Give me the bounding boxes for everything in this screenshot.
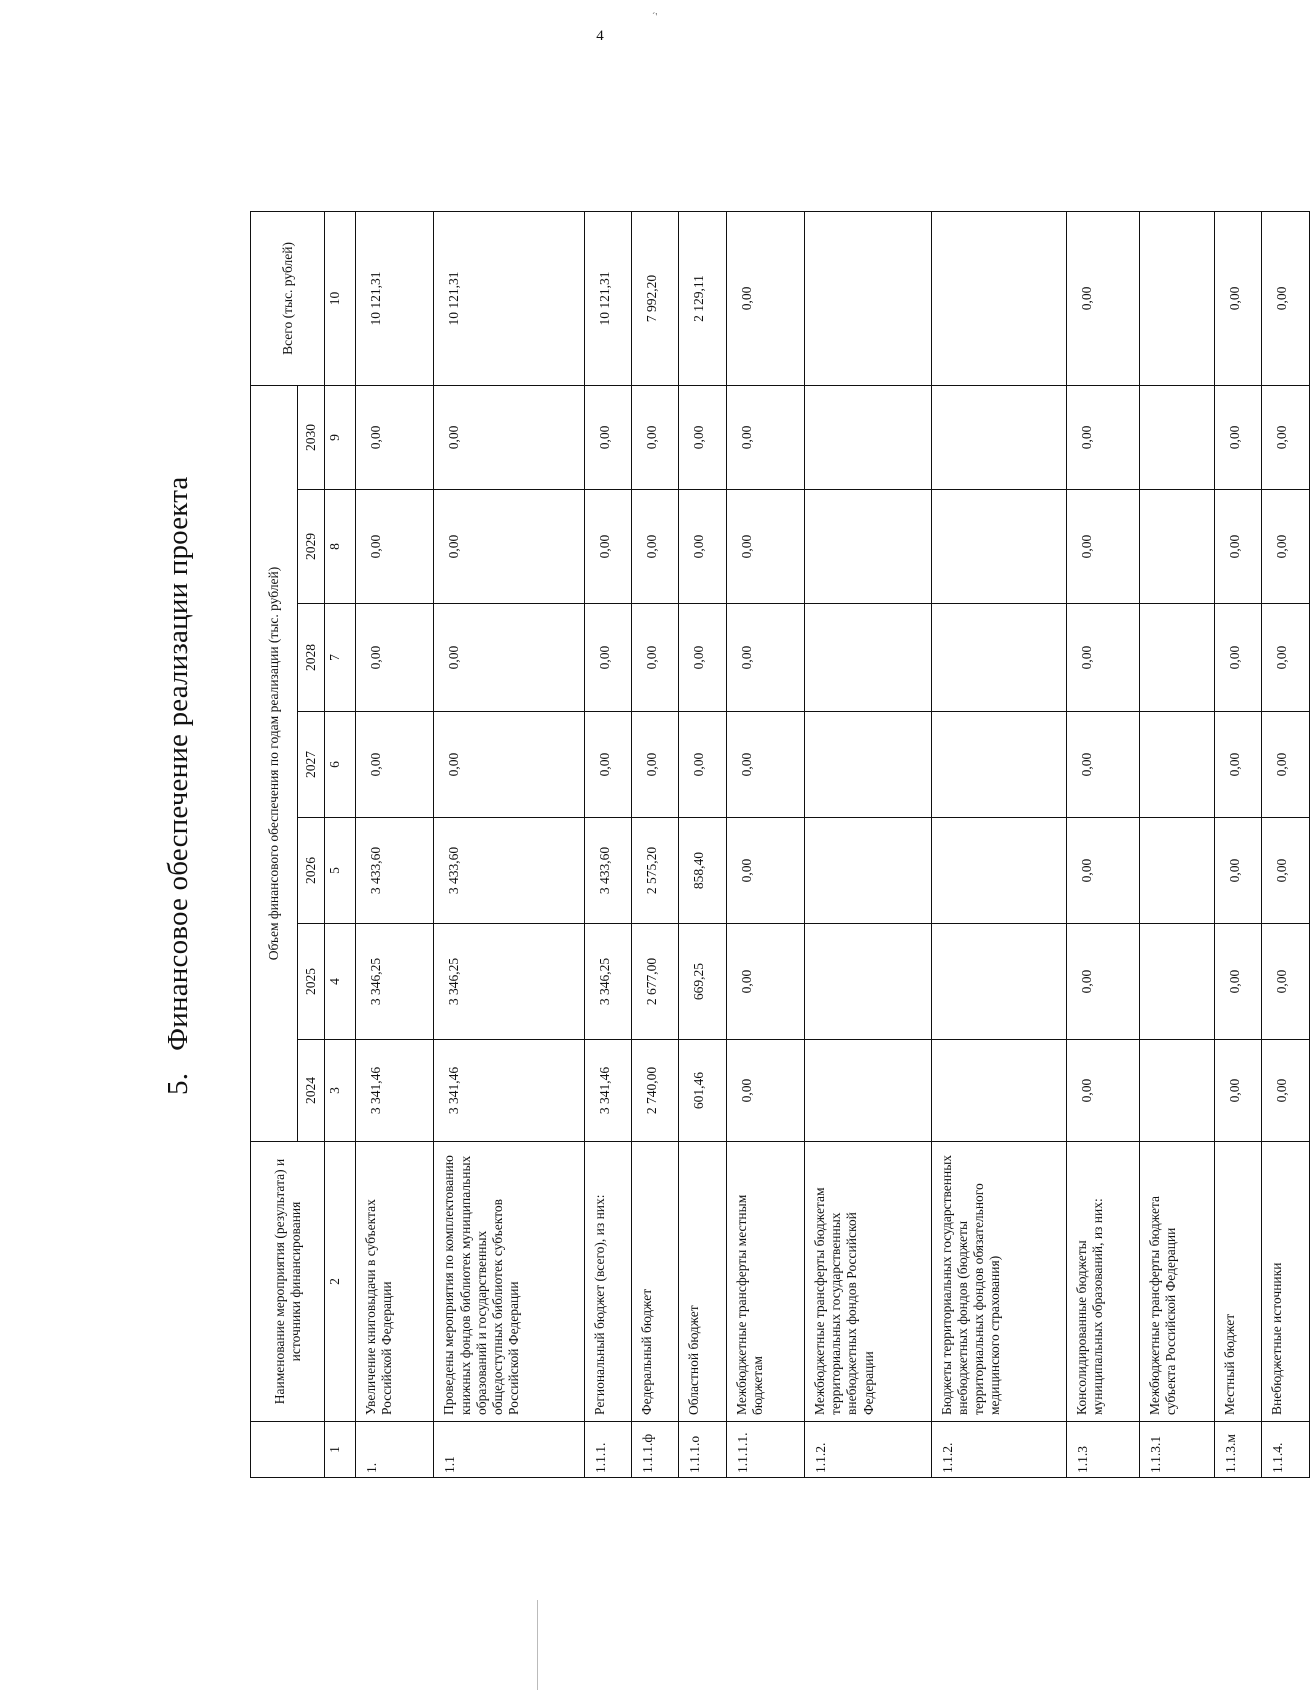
year-value: 0,00 xyxy=(1214,490,1261,604)
header-year: 2027 xyxy=(298,712,325,818)
year-value xyxy=(805,712,932,818)
header-year: 2025 xyxy=(298,924,325,1040)
year-value xyxy=(805,1040,932,1142)
header-index-cell xyxy=(251,1422,325,1478)
year-value xyxy=(931,818,1067,924)
header-total: Всего (тыс. рублей) xyxy=(251,211,325,385)
column-number: 4 xyxy=(325,924,356,1040)
row-index: 1.1.3.1 xyxy=(1139,1422,1214,1478)
total-value xyxy=(931,211,1067,385)
year-value: 0,00 xyxy=(1214,385,1261,489)
table-row xyxy=(1214,211,1261,1477)
year-value: 0,00 xyxy=(726,712,804,818)
column-number: 10 xyxy=(325,211,356,385)
year-value: 0,00 xyxy=(678,712,726,818)
table-row xyxy=(805,211,932,1477)
year-value: 858,40 xyxy=(678,818,726,924)
year-value: 3 433,60 xyxy=(585,818,632,924)
row-name: Межбюджетные трансферты бюджетам территориальных государственных внебюджетных фондов Российской Федерации xyxy=(805,1142,932,1422)
year-value xyxy=(1139,712,1214,818)
row-index: 1.1.1. xyxy=(585,1422,632,1478)
total-value: 0,00 xyxy=(726,211,804,385)
total-value: 10 121,31 xyxy=(356,211,434,385)
year-value: 3 346,25 xyxy=(434,924,585,1040)
year-value: 0,00 xyxy=(434,490,585,604)
row-name: Межбюджетные трансферты местным бюджетам xyxy=(726,1142,804,1422)
year-value xyxy=(805,924,932,1040)
year-value: 3 341,46 xyxy=(434,1040,585,1142)
table-row xyxy=(434,211,585,1477)
header-year: 2029 xyxy=(298,490,325,604)
year-value xyxy=(1139,490,1214,604)
row-name: Увеличение книговыдачи в субъектах Российской Федерации xyxy=(356,1142,434,1422)
column-number: 7 xyxy=(325,604,356,712)
year-value xyxy=(931,1040,1067,1142)
row-name: Федеральный бюджет xyxy=(631,1142,678,1422)
table-row xyxy=(1261,211,1309,1477)
year-value: 2 677,00 xyxy=(631,924,678,1040)
column-number: 9 xyxy=(325,385,356,489)
year-value: 0,00 xyxy=(434,604,585,712)
year-value: 0,00 xyxy=(1214,604,1261,712)
header-name: Наименование мероприятия (результата) и источники финансирования xyxy=(251,1142,325,1422)
year-value: 3 341,46 xyxy=(356,1040,434,1142)
table-row xyxy=(631,211,678,1477)
header-year: 2026 xyxy=(298,818,325,924)
year-value: 0,00 xyxy=(1261,604,1309,712)
column-number: 5 xyxy=(325,818,356,924)
total-value: 10 121,31 xyxy=(585,211,632,385)
row-index: 1.1.3.м xyxy=(1214,1422,1261,1478)
year-value: 0,00 xyxy=(585,712,632,818)
year-value: 0,00 xyxy=(631,490,678,604)
year-value: 2 740,00 xyxy=(631,1040,678,1142)
year-value: 0,00 xyxy=(678,604,726,712)
row-index: 1. xyxy=(356,1422,434,1478)
section-heading xyxy=(162,477,195,1096)
row-index: 1.1.1.о xyxy=(678,1422,726,1478)
year-value: 0,00 xyxy=(1214,924,1261,1040)
row-index: 1.1.2. xyxy=(805,1422,932,1478)
row-index: 1.1.4. xyxy=(1261,1422,1309,1478)
header-year: 2028 xyxy=(298,604,325,712)
table-row xyxy=(585,211,632,1477)
year-value: 0,00 xyxy=(356,385,434,489)
row-index: 1.1.3 xyxy=(1067,1422,1139,1478)
year-value: 0,00 xyxy=(631,385,678,489)
column-number: 1 xyxy=(325,1422,356,1478)
column-number: 6 xyxy=(325,712,356,818)
year-value: 0,00 xyxy=(1261,1040,1309,1142)
year-value: 0,00 xyxy=(1261,490,1309,604)
scan-mark: ˊ' xyxy=(652,12,658,23)
year-value xyxy=(931,490,1067,604)
year-value xyxy=(1139,924,1214,1040)
year-value xyxy=(931,712,1067,818)
year-value: 0,00 xyxy=(1261,385,1309,489)
header-year: 2030 xyxy=(298,385,325,489)
year-value: 3 341,46 xyxy=(585,1040,632,1142)
row-name: Внебюджетные источники xyxy=(1261,1142,1309,1422)
year-value: 3 433,60 xyxy=(356,818,434,924)
year-value xyxy=(931,385,1067,489)
total-value: 2 129,11 xyxy=(678,211,726,385)
year-value xyxy=(805,818,932,924)
total-value: 0,00 xyxy=(1067,211,1139,385)
row-name: Межбюджетные трансферты бюджета субъекта Российской Федерации xyxy=(1139,1142,1214,1422)
row-index: 1.1.2. xyxy=(931,1422,1067,1478)
total-value xyxy=(805,211,932,385)
row-name: Проведены мероприятия по комплектованию книжных фондов библиотек муниципальных образований и государственных общедоступных библиотек субъектов Российской Федерации xyxy=(434,1142,585,1422)
year-value: 0,00 xyxy=(356,604,434,712)
year-value xyxy=(805,490,932,604)
year-value: 0,00 xyxy=(434,712,585,818)
year-value: 669,25 xyxy=(678,924,726,1040)
row-name: Региональный бюджет (всего), из них: xyxy=(585,1142,632,1422)
year-value: 0,00 xyxy=(1214,1040,1261,1142)
year-value: 0,00 xyxy=(356,490,434,604)
year-value: 0,00 xyxy=(1067,818,1139,924)
year-value: 0,00 xyxy=(1214,712,1261,818)
year-value: 0,00 xyxy=(1261,818,1309,924)
year-value: 0,00 xyxy=(726,924,804,1040)
year-value xyxy=(1139,1040,1214,1142)
year-value: 0,00 xyxy=(726,490,804,604)
year-value: 0,00 xyxy=(585,385,632,489)
section-title: Финансовое обеспечение реализации проекта xyxy=(162,476,194,1051)
year-value xyxy=(805,385,932,489)
year-value xyxy=(931,924,1067,1040)
total-value xyxy=(1139,211,1214,385)
year-value: 3 346,25 xyxy=(585,924,632,1040)
year-value: 0,00 xyxy=(434,385,585,489)
year-value xyxy=(931,604,1067,712)
row-index: 1.1 xyxy=(434,1422,585,1478)
table-row xyxy=(1067,211,1139,1477)
row-index: 1.1.1.ф xyxy=(631,1422,678,1478)
page-number: 4 xyxy=(596,28,604,44)
total-value: 0,00 xyxy=(1214,211,1261,385)
financing-table xyxy=(250,211,1310,1478)
total-value: 10 121,31 xyxy=(434,211,585,385)
table-row xyxy=(1139,211,1214,1477)
row-index: 1.1.1.1. xyxy=(726,1422,804,1478)
year-value: 0,00 xyxy=(1067,604,1139,712)
year-value: 0,00 xyxy=(726,385,804,489)
table-row xyxy=(726,211,804,1477)
year-value: 0,00 xyxy=(1261,924,1309,1040)
year-value: 0,00 xyxy=(1067,385,1139,489)
year-value: 3 433,60 xyxy=(434,818,585,924)
year-value: 0,00 xyxy=(631,712,678,818)
year-value: 601,46 xyxy=(678,1040,726,1142)
year-value: 0,00 xyxy=(585,490,632,604)
year-value: 0,00 xyxy=(1261,712,1309,818)
year-value: 3 346,25 xyxy=(356,924,434,1040)
year-value: 0,00 xyxy=(356,712,434,818)
year-value: 2 575,20 xyxy=(631,818,678,924)
year-value xyxy=(1139,818,1214,924)
year-value: 0,00 xyxy=(631,604,678,712)
column-number: 2 xyxy=(325,1142,356,1422)
table-row xyxy=(931,211,1067,1477)
year-value: 0,00 xyxy=(1067,1040,1139,1142)
column-number: 8 xyxy=(325,490,356,604)
row-name: Бюджеты территориальных государственных внебюджетных фондов (бюджеты территориальных фондов обязательного медицинского страхования) xyxy=(931,1142,1067,1422)
year-value: 0,00 xyxy=(678,490,726,604)
header-year: 2024 xyxy=(298,1040,325,1142)
year-value xyxy=(1139,385,1214,489)
row-name: Консолидированные бюджеты муниципальных образований, из них: xyxy=(1067,1142,1139,1422)
year-value xyxy=(805,604,932,712)
year-value: 0,00 xyxy=(726,604,804,712)
total-value: 0,00 xyxy=(1261,211,1309,385)
column-number: 3 xyxy=(325,1040,356,1142)
row-name: Областной бюджет xyxy=(678,1142,726,1422)
table-row xyxy=(356,211,434,1477)
total-value: 7 992,20 xyxy=(631,211,678,385)
section-number: 5. xyxy=(162,1072,194,1095)
row-name: Местный бюджет xyxy=(1214,1142,1261,1422)
year-value xyxy=(1139,604,1214,712)
year-value: 0,00 xyxy=(678,385,726,489)
year-value: 0,00 xyxy=(726,818,804,924)
year-value: 0,00 xyxy=(1214,818,1261,924)
year-value: 0,00 xyxy=(1067,490,1139,604)
header-years-group: Объем финансового обеспечения по годам реализации (тыс. рублей) xyxy=(251,385,298,1141)
year-value: 0,00 xyxy=(726,1040,804,1142)
year-value: 0,00 xyxy=(1067,924,1139,1040)
rotated-content xyxy=(0,100,1289,1700)
table-row xyxy=(678,211,726,1477)
year-value: 0,00 xyxy=(585,604,632,712)
year-value: 0,00 xyxy=(1067,712,1139,818)
